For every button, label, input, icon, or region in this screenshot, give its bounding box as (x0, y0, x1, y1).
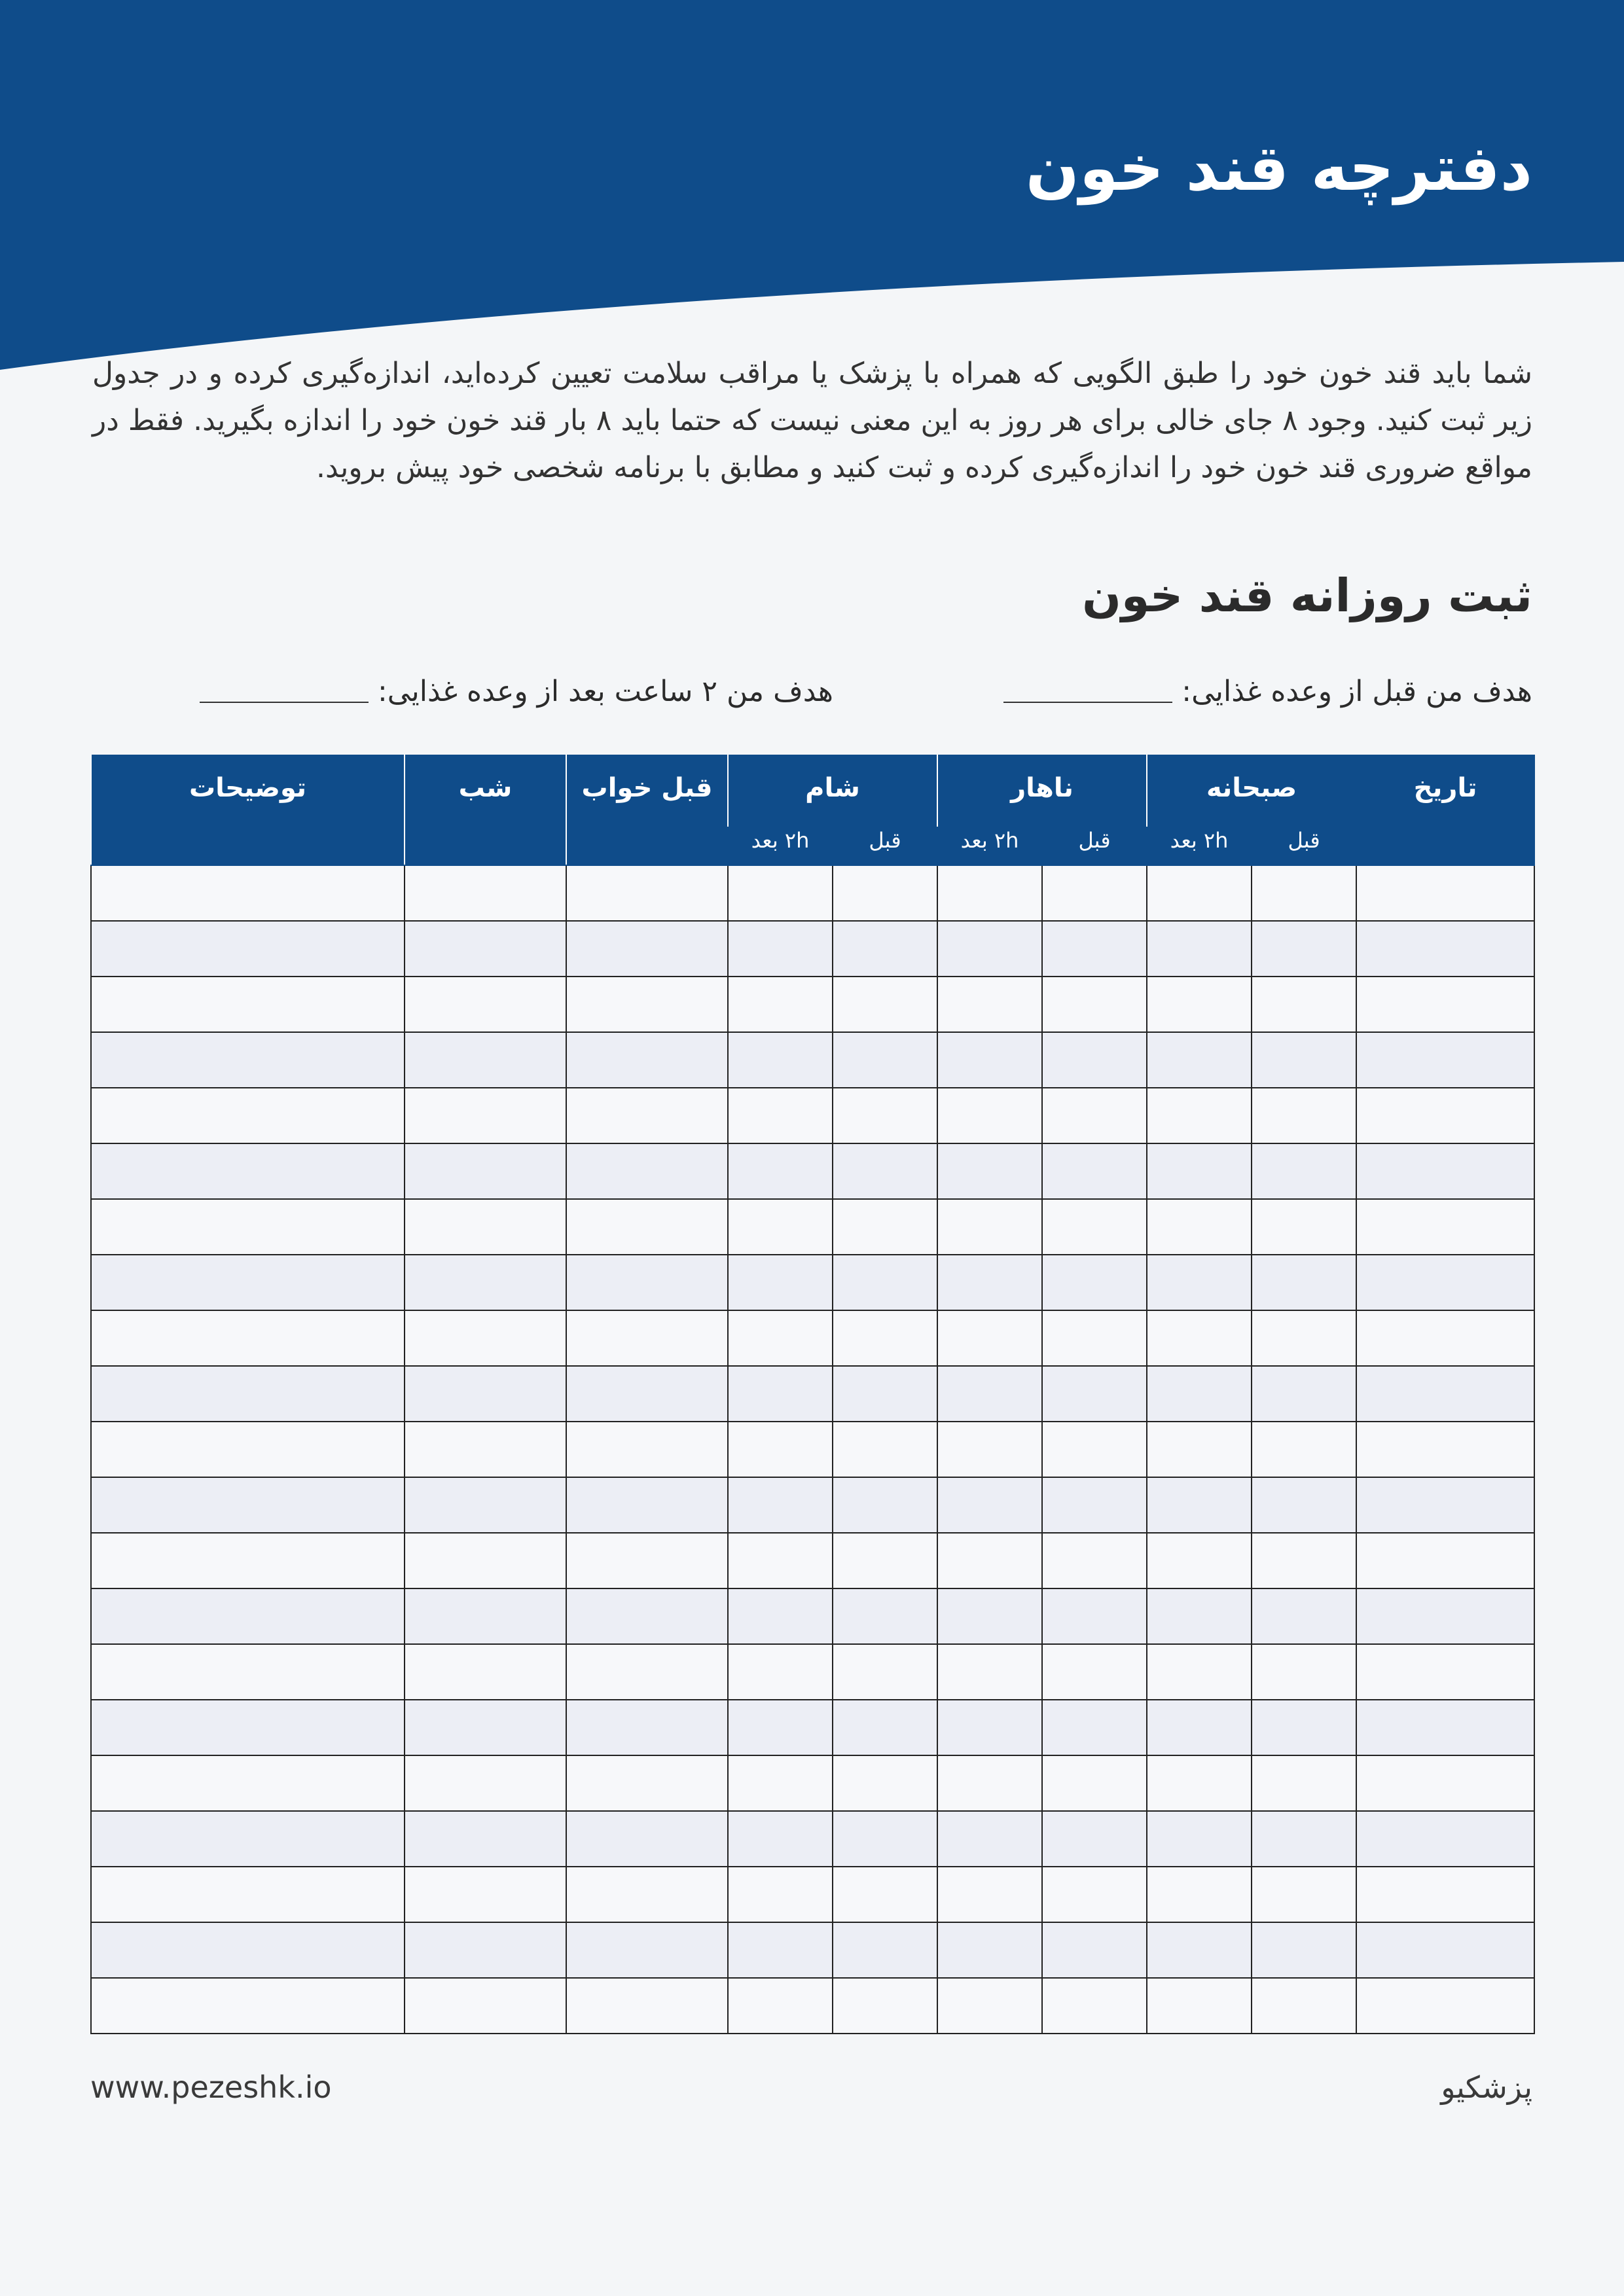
cell-lunch-after[interactable] (937, 1422, 1042, 1477)
cell-bedtime[interactable] (566, 1032, 728, 1088)
cell-breakfast-before[interactable] (1252, 1922, 1356, 1978)
cell-bedtime[interactable] (566, 977, 728, 1032)
cell-dinner-before[interactable] (833, 1366, 937, 1422)
cell-dinner-after[interactable] (728, 1422, 833, 1477)
cell-dinner-after[interactable] (728, 1922, 833, 1978)
cell-night[interactable] (405, 1088, 566, 1143)
cell-lunch-before[interactable] (1042, 1644, 1147, 1700)
cell-lunch-before[interactable] (1042, 1199, 1147, 1255)
cell-date[interactable] (1356, 1700, 1534, 1755)
cell-breakfast-after[interactable] (1147, 1032, 1252, 1088)
cell-breakfast-after[interactable] (1147, 1088, 1252, 1143)
cell-breakfast-after[interactable] (1147, 1922, 1252, 1978)
table-row (91, 1867, 1534, 1922)
cell-notes[interactable] (91, 865, 405, 921)
cell-night[interactable] (405, 865, 566, 921)
cell-date[interactable] (1356, 1533, 1534, 1588)
cell-lunch-after[interactable] (937, 1255, 1042, 1310)
cell-dinner-after[interactable] (728, 1867, 833, 1922)
cell-night[interactable] (405, 1644, 566, 1700)
cell-dinner-before[interactable] (833, 1811, 937, 1867)
cell-lunch-before[interactable] (1042, 1700, 1147, 1755)
cell-breakfast-before[interactable] (1252, 1143, 1356, 1199)
table-row (91, 1310, 1534, 1366)
table-row (91, 921, 1534, 977)
cell-notes[interactable] (91, 1255, 405, 1310)
table-row (91, 1477, 1534, 1533)
cell-lunch-before[interactable] (1042, 1477, 1147, 1533)
cell-notes[interactable] (91, 977, 405, 1032)
cell-date[interactable] (1356, 1366, 1534, 1422)
cell-breakfast-before[interactable] (1252, 921, 1356, 977)
cell-dinner-after[interactable] (728, 1533, 833, 1588)
cell-breakfast-after[interactable] (1147, 1310, 1252, 1366)
cell-night[interactable] (405, 1811, 566, 1867)
cell-dinner-after[interactable] (728, 977, 833, 1032)
cell-date[interactable] (1356, 1477, 1534, 1533)
cell-notes[interactable] (91, 1644, 405, 1700)
table-row (91, 1533, 1534, 1588)
cell-night[interactable] (405, 1978, 566, 2034)
cell-night[interactable] (405, 1143, 566, 1199)
cell-night[interactable] (405, 1588, 566, 1644)
cell-breakfast-before[interactable] (1252, 1422, 1356, 1477)
cell-breakfast-after[interactable] (1147, 1255, 1252, 1310)
goal-after-blank[interactable] (200, 702, 369, 703)
cell-lunch-before[interactable] (1042, 1088, 1147, 1143)
table-row (91, 1588, 1534, 1644)
cell-bedtime[interactable] (566, 1366, 728, 1422)
cell-bedtime[interactable] (566, 1143, 728, 1199)
cell-night[interactable] (405, 921, 566, 977)
cell-dinner-after[interactable] (728, 1143, 833, 1199)
cell-breakfast-after[interactable] (1147, 1143, 1252, 1199)
cell-dinner-after[interactable] (728, 1477, 833, 1533)
cell-lunch-after[interactable] (937, 1310, 1042, 1366)
cell-date[interactable] (1356, 1032, 1534, 1088)
cell-breakfast-before[interactable] (1252, 1199, 1356, 1255)
cell-dinner-after[interactable] (728, 1978, 833, 2034)
cell-date[interactable] (1356, 1422, 1534, 1477)
cell-lunch-after[interactable] (937, 1533, 1042, 1588)
cell-date[interactable] (1356, 1978, 1534, 2034)
cell-breakfast-before[interactable] (1252, 1978, 1356, 2034)
subheader-breakfast-before: قبل (1252, 827, 1356, 865)
cell-bedtime[interactable] (566, 1422, 728, 1477)
cell-dinner-before[interactable] (833, 977, 937, 1032)
goal-before-meal (1003, 666, 1532, 708)
cell-bedtime[interactable] (566, 1700, 728, 1755)
cell-breakfast-before[interactable] (1252, 1088, 1356, 1143)
cell-dinner-before[interactable] (833, 1422, 937, 1477)
cell-date[interactable] (1356, 1143, 1534, 1199)
section-title: ثبت روزانه قند خون (1082, 569, 1532, 622)
cell-lunch-before[interactable] (1042, 1755, 1147, 1811)
cell-dinner-before[interactable] (833, 1032, 937, 1088)
footer-website: www.pezeshk.io (90, 2070, 332, 2105)
col-header-night: شب (405, 755, 566, 865)
table-row (91, 1366, 1534, 1422)
cell-bedtime[interactable] (566, 865, 728, 921)
cell-date[interactable] (1356, 1811, 1534, 1867)
cell-notes[interactable] (91, 1310, 405, 1366)
cell-notes[interactable] (91, 1199, 405, 1255)
cell-breakfast-after[interactable] (1147, 1477, 1252, 1533)
cell-dinner-before[interactable] (833, 1199, 937, 1255)
cell-bedtime[interactable] (566, 1255, 728, 1310)
cell-notes[interactable] (91, 1088, 405, 1143)
cell-notes[interactable] (91, 1867, 405, 1922)
cell-night[interactable] (405, 1867, 566, 1922)
cell-dinner-before[interactable] (833, 1588, 937, 1644)
table-row (91, 1422, 1534, 1477)
cell-night[interactable] (405, 1255, 566, 1310)
cell-notes[interactable] (91, 1032, 405, 1088)
cell-date[interactable] (1356, 1755, 1534, 1811)
cell-date[interactable] (1356, 1922, 1534, 1978)
goal-before-label: هدف من قبل از وعده غذایی: (1182, 675, 1532, 708)
cell-night[interactable] (405, 1422, 566, 1477)
cell-bedtime[interactable] (566, 1088, 728, 1143)
cell-breakfast-after[interactable] (1147, 1588, 1252, 1644)
cell-dinner-before[interactable] (833, 1533, 937, 1588)
table-row (91, 865, 1534, 921)
cell-dinner-after[interactable] (728, 1811, 833, 1867)
cell-lunch-after[interactable] (937, 1867, 1042, 1922)
cell-bedtime[interactable] (566, 1199, 728, 1255)
cell-breakfast-before[interactable] (1252, 1867, 1356, 1922)
cell-dinner-after[interactable] (728, 1700, 833, 1755)
cell-breakfast-after[interactable] (1147, 977, 1252, 1032)
cell-notes[interactable] (91, 921, 405, 977)
cell-breakfast-after[interactable] (1147, 1366, 1252, 1422)
cell-breakfast-after[interactable] (1147, 1700, 1252, 1755)
subheader-breakfast-after: ۲h بعد (1147, 827, 1252, 865)
table-row (91, 1032, 1534, 1088)
table-row (91, 1755, 1534, 1811)
cell-date[interactable] (1356, 1867, 1534, 1922)
cell-breakfast-before[interactable] (1252, 1533, 1356, 1588)
cell-lunch-before[interactable] (1042, 1032, 1147, 1088)
cell-notes[interactable] (91, 1143, 405, 1199)
cell-dinner-after[interactable] (728, 865, 833, 921)
cell-lunch-before[interactable] (1042, 865, 1147, 921)
cell-lunch-after[interactable] (937, 1366, 1042, 1422)
cell-night[interactable] (405, 1922, 566, 1978)
cell-dinner-before[interactable] (833, 1310, 937, 1366)
cell-bedtime[interactable] (566, 1922, 728, 1978)
col-header-lunch: ناهار (937, 755, 1147, 827)
cell-dinner-before[interactable] (833, 1755, 937, 1811)
cell-dinner-before[interactable] (833, 1922, 937, 1978)
table-row (91, 1700, 1534, 1755)
cell-lunch-before[interactable] (1042, 1588, 1147, 1644)
cell-dinner-before[interactable] (833, 1255, 937, 1310)
cell-date[interactable] (1356, 921, 1534, 977)
cell-breakfast-before[interactable] (1252, 1700, 1356, 1755)
cell-dinner-after[interactable] (728, 1199, 833, 1255)
cell-night[interactable] (405, 1032, 566, 1088)
cell-breakfast-before[interactable] (1252, 1366, 1356, 1422)
cell-dinner-after[interactable] (728, 1310, 833, 1366)
cell-dinner-before[interactable] (833, 1867, 937, 1922)
cell-notes[interactable] (91, 1477, 405, 1533)
cell-breakfast-before[interactable] (1252, 1255, 1356, 1310)
cell-lunch-after[interactable] (937, 977, 1042, 1032)
cell-notes[interactable] (91, 1811, 405, 1867)
cell-bedtime[interactable] (566, 1755, 728, 1811)
col-header-date: تاریخ (1356, 755, 1534, 865)
table-row (91, 1644, 1534, 1700)
table-row (91, 1199, 1534, 1255)
table-row (91, 1143, 1534, 1199)
cell-lunch-after[interactable] (937, 1199, 1042, 1255)
subheader-lunch-after: ۲h بعد (937, 827, 1042, 865)
table-row (91, 977, 1534, 1032)
cell-breakfast-after[interactable] (1147, 1422, 1252, 1477)
cell-notes[interactable] (91, 1533, 405, 1588)
goal-after-meal (200, 666, 833, 708)
cell-date[interactable] (1356, 865, 1534, 921)
cell-lunch-after[interactable] (937, 1978, 1042, 2034)
cell-lunch-before[interactable] (1042, 1255, 1147, 1310)
cell-lunch-after[interactable] (937, 1644, 1042, 1700)
cell-notes[interactable] (91, 1922, 405, 1978)
cell-lunch-after[interactable] (937, 1088, 1042, 1143)
cell-lunch-after[interactable] (937, 921, 1042, 977)
cell-breakfast-before[interactable] (1252, 977, 1356, 1032)
cell-bedtime[interactable] (566, 1978, 728, 2034)
cell-breakfast-before[interactable] (1252, 1588, 1356, 1644)
cell-breakfast-after[interactable] (1147, 865, 1252, 921)
cell-dinner-before[interactable] (833, 921, 937, 977)
cell-breakfast-after[interactable] (1147, 1199, 1252, 1255)
cell-night[interactable] (405, 1366, 566, 1422)
cell-dinner-before[interactable] (833, 1644, 937, 1700)
cell-dinner-before[interactable] (833, 1143, 937, 1199)
cell-date[interactable] (1356, 977, 1534, 1032)
cell-breakfast-after[interactable] (1147, 1533, 1252, 1588)
cell-bedtime[interactable] (566, 1811, 728, 1867)
cell-dinner-before[interactable] (833, 1978, 937, 2034)
goal-after-label: هدف من ۲ ساعت بعد از وعده غذایی: (377, 675, 833, 708)
cell-breakfast-after[interactable] (1147, 1755, 1252, 1811)
cell-breakfast-after[interactable] (1147, 1811, 1252, 1867)
cell-lunch-before[interactable] (1042, 977, 1147, 1032)
cell-bedtime[interactable] (566, 1867, 728, 1922)
table-row (91, 1811, 1534, 1867)
subheader-dinner-after: ۲h بعد (728, 827, 833, 865)
cell-breakfast-before[interactable] (1252, 1811, 1356, 1867)
cell-lunch-after[interactable] (937, 1477, 1042, 1533)
table-row (91, 1922, 1534, 1978)
cell-date[interactable] (1356, 1199, 1534, 1255)
cell-breakfast-before[interactable] (1252, 865, 1356, 921)
cell-night[interactable] (405, 1477, 566, 1533)
cell-bedtime[interactable] (566, 1644, 728, 1700)
cell-date[interactable] (1356, 1088, 1534, 1143)
cell-dinner-after[interactable] (728, 921, 833, 977)
table-row (91, 1088, 1534, 1143)
cell-lunch-after[interactable] (937, 1143, 1042, 1199)
cell-breakfast-before[interactable] (1252, 1310, 1356, 1366)
cell-lunch-before[interactable] (1042, 1867, 1147, 1922)
cell-dinner-after[interactable] (728, 1255, 833, 1310)
cell-lunch-after[interactable] (937, 1032, 1042, 1088)
cell-breakfast-before[interactable] (1252, 1477, 1356, 1533)
glucose-log-table (90, 755, 1535, 2034)
cell-bedtime[interactable] (566, 1477, 728, 1533)
subheader-lunch-before: قبل (1042, 827, 1147, 865)
table-row (91, 1978, 1534, 2034)
table-row (91, 1255, 1534, 1310)
cell-lunch-after[interactable] (937, 1588, 1042, 1644)
goal-before-blank[interactable] (1003, 702, 1172, 703)
cell-night[interactable] (405, 1755, 566, 1811)
subheader-dinner-before: قبل (833, 827, 937, 865)
cell-lunch-before[interactable] (1042, 921, 1147, 977)
cell-dinner-after[interactable] (728, 1032, 833, 1088)
cell-lunch-before[interactable] (1042, 1811, 1147, 1867)
cell-lunch-before[interactable] (1042, 1533, 1147, 1588)
cell-dinner-after[interactable] (728, 1366, 833, 1422)
cell-dinner-before[interactable] (833, 1088, 937, 1143)
cell-dinner-after[interactable] (728, 1088, 833, 1143)
cell-lunch-after[interactable] (937, 1922, 1042, 1978)
cell-breakfast-after[interactable] (1147, 1867, 1252, 1922)
cell-date[interactable] (1356, 1255, 1534, 1310)
col-header-bedtime: قبل خواب (566, 755, 728, 865)
intro-paragraph: شما باید قند خون خود را طبق الگویی که همراه با پزشک یا مراقب سلامت تعیین کرده‌اید، اندازه‌گیری کرده و در جدول زیر ثبت کنید. وجود ۸ جای خالی برای هر روز به این معنی نیست که حتما باید ۸ بار قند خون خود را اندازه بگیرید. فقط در مواقع ضروری قند خون خود را اندازه‌گیری کرده و ثبت کنید و مطابق با برنامه شخصی خود پیش بروید. (92, 357, 1532, 484)
cell-date[interactable] (1356, 1588, 1534, 1644)
cell-lunch-before[interactable] (1042, 1978, 1147, 2034)
cell-breakfast-after[interactable] (1147, 921, 1252, 977)
cell-breakfast-after[interactable] (1147, 1644, 1252, 1700)
col-header-breakfast: صبحانه (1147, 755, 1356, 827)
cell-dinner-before[interactable] (833, 865, 937, 921)
cell-bedtime[interactable] (566, 1533, 728, 1588)
col-header-dinner: شام (728, 755, 937, 827)
cell-bedtime[interactable] (566, 921, 728, 977)
cell-breakfast-before[interactable] (1252, 1755, 1356, 1811)
cell-notes[interactable] (91, 1978, 405, 2034)
cell-notes[interactable] (91, 1588, 405, 1644)
cell-night[interactable] (405, 977, 566, 1032)
cell-lunch-before[interactable] (1042, 1422, 1147, 1477)
cell-night[interactable] (405, 1310, 566, 1366)
cell-lunch-after[interactable] (937, 1700, 1042, 1755)
footer-brand: پزشکیو (1441, 2070, 1532, 2105)
page-title: دفترچه قند خون (1025, 132, 1532, 205)
cell-lunch-before[interactable] (1042, 1143, 1147, 1199)
cell-dinner-after[interactable] (728, 1644, 833, 1700)
cell-dinner-before[interactable] (833, 1700, 937, 1755)
cell-breakfast-after[interactable] (1147, 1978, 1252, 2034)
cell-dinner-after[interactable] (728, 1755, 833, 1811)
col-header-notes: توضیحات (91, 755, 405, 865)
cell-notes[interactable] (91, 1366, 405, 1422)
glucose-log-body (91, 865, 1534, 2034)
cell-breakfast-before[interactable] (1252, 1032, 1356, 1088)
cell-breakfast-before[interactable] (1252, 1644, 1356, 1700)
cell-notes[interactable] (91, 1422, 405, 1477)
cell-dinner-after[interactable] (728, 1588, 833, 1644)
cell-bedtime[interactable] (566, 1588, 728, 1644)
cell-date[interactable] (1356, 1644, 1534, 1700)
cell-dinner-before[interactable] (833, 1477, 937, 1533)
cell-lunch-after[interactable] (937, 865, 1042, 921)
cell-notes[interactable] (91, 1755, 405, 1811)
cell-date[interactable] (1356, 1310, 1534, 1366)
cell-night[interactable] (405, 1533, 566, 1588)
cell-lunch-before[interactable] (1042, 1310, 1147, 1366)
cell-lunch-after[interactable] (937, 1755, 1042, 1811)
cell-bedtime[interactable] (566, 1310, 728, 1366)
cell-notes[interactable] (91, 1700, 405, 1755)
cell-night[interactable] (405, 1199, 566, 1255)
cell-lunch-after[interactable] (937, 1811, 1042, 1867)
cell-night[interactable] (405, 1700, 566, 1755)
cell-lunch-before[interactable] (1042, 1366, 1147, 1422)
cell-lunch-before[interactable] (1042, 1922, 1147, 1978)
